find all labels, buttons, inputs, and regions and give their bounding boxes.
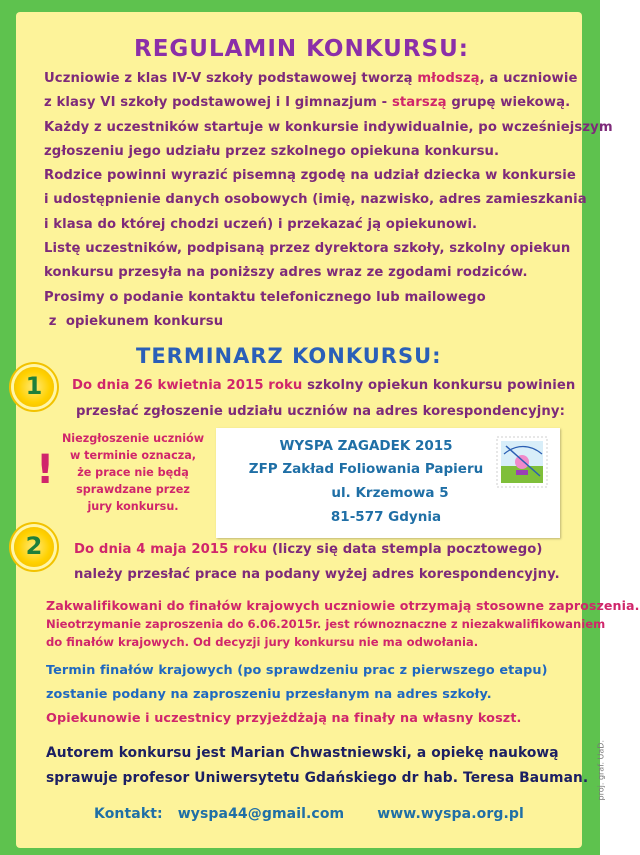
regulamin-body — [44, 67, 613, 334]
step-1-date: Do dnia 26 kwietnia 2015 roku — [72, 378, 303, 393]
address-card — [216, 428, 560, 538]
address-line: ZFP Zakład Foliowania Papieru — [248, 461, 484, 477]
regulamin-line: Prosimy o podanie kontaktu telefonicznego lub mailowego — [44, 289, 486, 305]
warning-mark: ! — [36, 447, 55, 493]
step-1-line2: przesłać zgłoszenie udziału uczniów na adres korespondencyjny: — [76, 404, 565, 419]
finals-line: do finałów krajowych. Od decyzji jury konkursu nie ma odwołania. — [46, 635, 479, 649]
author-line: Autorem konkursu jest Marian Chwastniewski, a opiekę naukową — [46, 745, 559, 761]
finals-date-line: zostanie podany na zaproszeniu przesłanym na adres szkoły. — [46, 687, 492, 702]
address-line: ul. Krzemowa 5 — [331, 485, 449, 501]
regulamin-line: z klasy VI szkoły podstawowej i I gimnazjum - starszą grupę wiekową. — [44, 95, 571, 111]
contact-label: Kontakt: — [94, 806, 163, 822]
regulamin-line: z opiekunem konkursu — [44, 313, 224, 329]
regulamin-line: Uczniowie z klas IV-V szkoły podstawowej tworzą młodszą, a uczniowie — [44, 71, 578, 86]
design-credit: proj. graf. UaD. — [596, 740, 605, 801]
postage-stamp-icon — [496, 436, 548, 488]
regulamin-line: Każdy z uczestników startuje w konkursie indywidualnie, po wcześniejszym — [44, 119, 613, 135]
step-2-text: Do dnia 4 maja 2015 roku (liczy się data stempla pocztowego) — [74, 542, 543, 557]
finals-invitation: Zakwalifikowani do finałów krajowych uczniowie otrzymają stosowne zaproszenia. — [46, 598, 640, 613]
regulamin-line: konkursu przesyła na poniższy adres wraz ze zgodami rodziców. — [44, 265, 528, 281]
address-line: 81-577 Gdynia — [330, 509, 442, 525]
regulamin-line: i udostępnienie danych osobowych (imię, nazwisko, adres zamieszkania — [44, 192, 587, 208]
step-2-line2: należy przesłać prace na podany wyżej adres korespondencyjny. — [74, 567, 560, 582]
finals-cost-line: Opiekunowie i uczestnicy przyjeżdżają na finały na własny koszt. — [46, 711, 522, 726]
address-line: WYSPA ZAGADEK 2015 — [279, 438, 453, 454]
younger-group-highlight: młodszą — [417, 71, 480, 86]
contact-email-link[interactable]: wyspa44@gmail.com — [177, 806, 345, 822]
regulamin-title: REGULAMIN KONKURSU: — [134, 36, 469, 62]
step-2-date: Do dnia 4 maja 2015 roku — [74, 542, 268, 557]
regulamin-line: zgłoszeniu jego udziału przez szkolnego opiekuna konkursu. — [44, 143, 500, 159]
step-2-badge: 2 — [14, 527, 54, 567]
regulamin-line: Rodzice powinni wyrazić pisemną zgodę na udział dziecka w konkursie — [44, 168, 576, 184]
contact-website-link[interactable]: www.wyspa.org.pl — [377, 806, 524, 822]
finals-line: Nieotrzymanie zaproszenia do 6.06.2015r. jest równoznaczne z niezakwalifikowaniem — [46, 617, 606, 631]
contact-row — [94, 802, 524, 826]
warning-note: Niezgłoszenie uczniów w terminie oznacza, że prace nie będą sprawdzane przez jury konkursu. — [61, 432, 205, 513]
older-group-highlight: starszą — [391, 95, 447, 111]
author-line: sprawuje profesor Uniwersytetu Gdańskiego dr hab. Teresa Bauman. — [46, 770, 589, 786]
step-1-badge: 1 — [14, 367, 54, 407]
step-1-text: Do dnia 26 kwietnia 2015 roku szkolny opiekun konkursu powinien — [72, 378, 576, 393]
finals-date-line: Termin finałów krajowych (po sprawdzeniu prac z pierwszego etapu) — [46, 663, 548, 678]
regulamin-line: Listę uczestników, podpisaną przez dyrektora szkoły, szkolny opiekun — [44, 241, 571, 257]
terminarz-title: TERMINARZ KONKURSU: — [136, 344, 442, 368]
regulamin-line: i klasa do której chodzi uczeń) i przekazać ją opiekunowi. — [44, 216, 478, 232]
